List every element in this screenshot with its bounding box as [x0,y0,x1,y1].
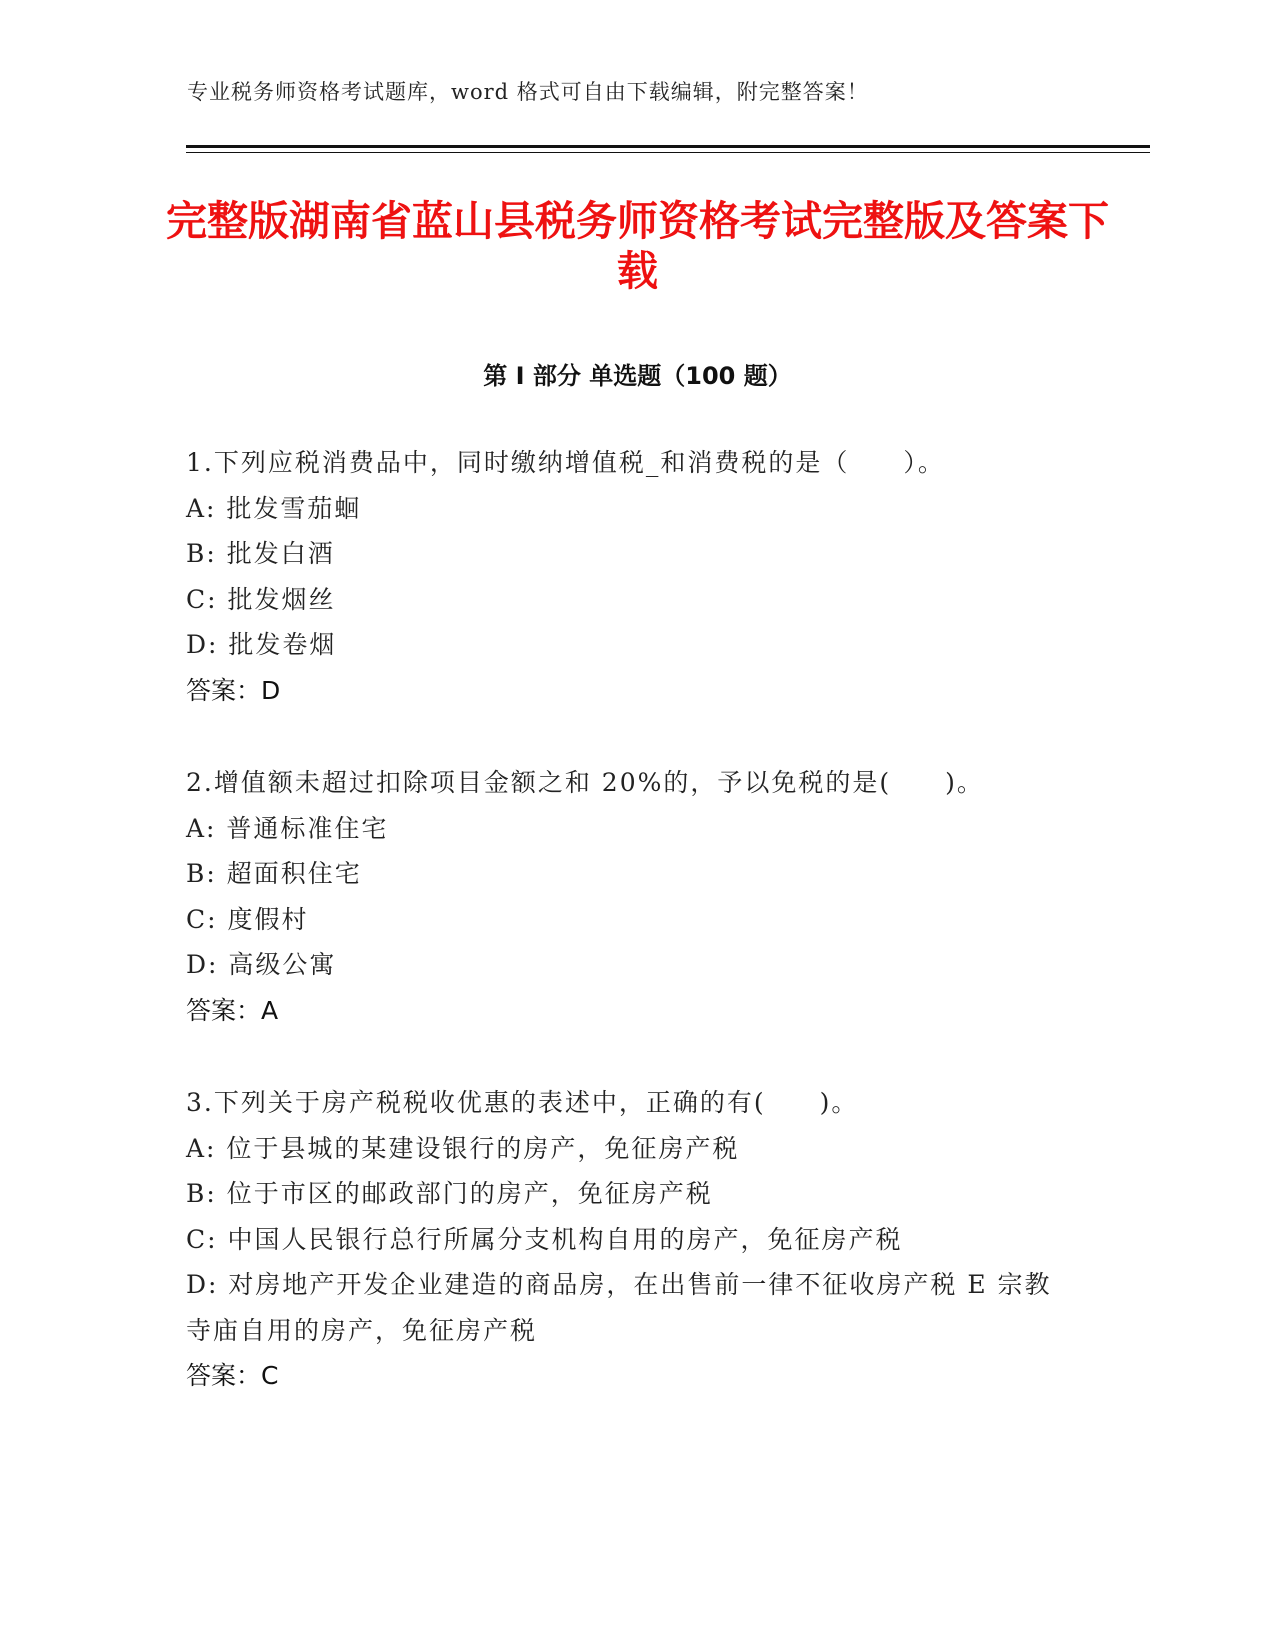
answer: 答案：D [186,675,281,705]
question-list [186,440,1076,1446]
document-title: 完整版湖南省蓝山县税务师资格考试完整版及答案下载 [166,197,1109,295]
section-title: 第 I 部分 单选题（100 题） [483,362,792,390]
option-d: D: 批发卷烟 [186,630,337,659]
header-divider-thin [186,152,1150,153]
option-c: C: 度假村 [186,904,309,934]
header-divider-thick [186,145,1150,148]
question-2 [186,760,1076,1033]
question-stem: 3.下列关于房产税税收优惠的表述中，正确的有( )。 [186,1088,859,1117]
answer: 答案：C [186,1361,279,1390]
answer: 答案：A [186,995,279,1025]
option-d: D: 对房地产开发企业建造的商品房，在出售前一律不征收房产税 E 宗教寺庙自用的房产，免征房产税 [186,1270,1052,1345]
option-b: B: 位于市区的邮政部门的房产，免征房产税 [186,1179,713,1208]
question-3 [186,1080,1076,1399]
option-a: A: 位于县城的某建设银行的房产，免征房产税 [186,1133,740,1163]
option-d: D: 高级公寓 [186,950,337,979]
option-c: C: 批发烟丝 [186,584,336,614]
option-b: B: 超面积住宅 [186,859,362,888]
question-stem: 2.增值额未超过扣除项目金额之和 20%的，予以免税的是( )。 [186,768,984,797]
question-1 [186,440,1076,713]
option-a: A: 普通标准住宅 [186,813,389,843]
option-a: A: 批发雪茄蛔 [186,493,362,523]
option-c: C: 中国人民银行总行所属分支机构自用的房产，免征房产税 [186,1224,903,1254]
question-stem: 1.下列应税消费品中，同时缴纳增值税_和消费税的是（ ）。 [186,448,945,477]
header-note: 专业税务师资格考试题库，word 格式可自由下载编辑，附完整答案！ [187,80,869,104]
option-b: B: 批发白酒 [186,539,335,568]
